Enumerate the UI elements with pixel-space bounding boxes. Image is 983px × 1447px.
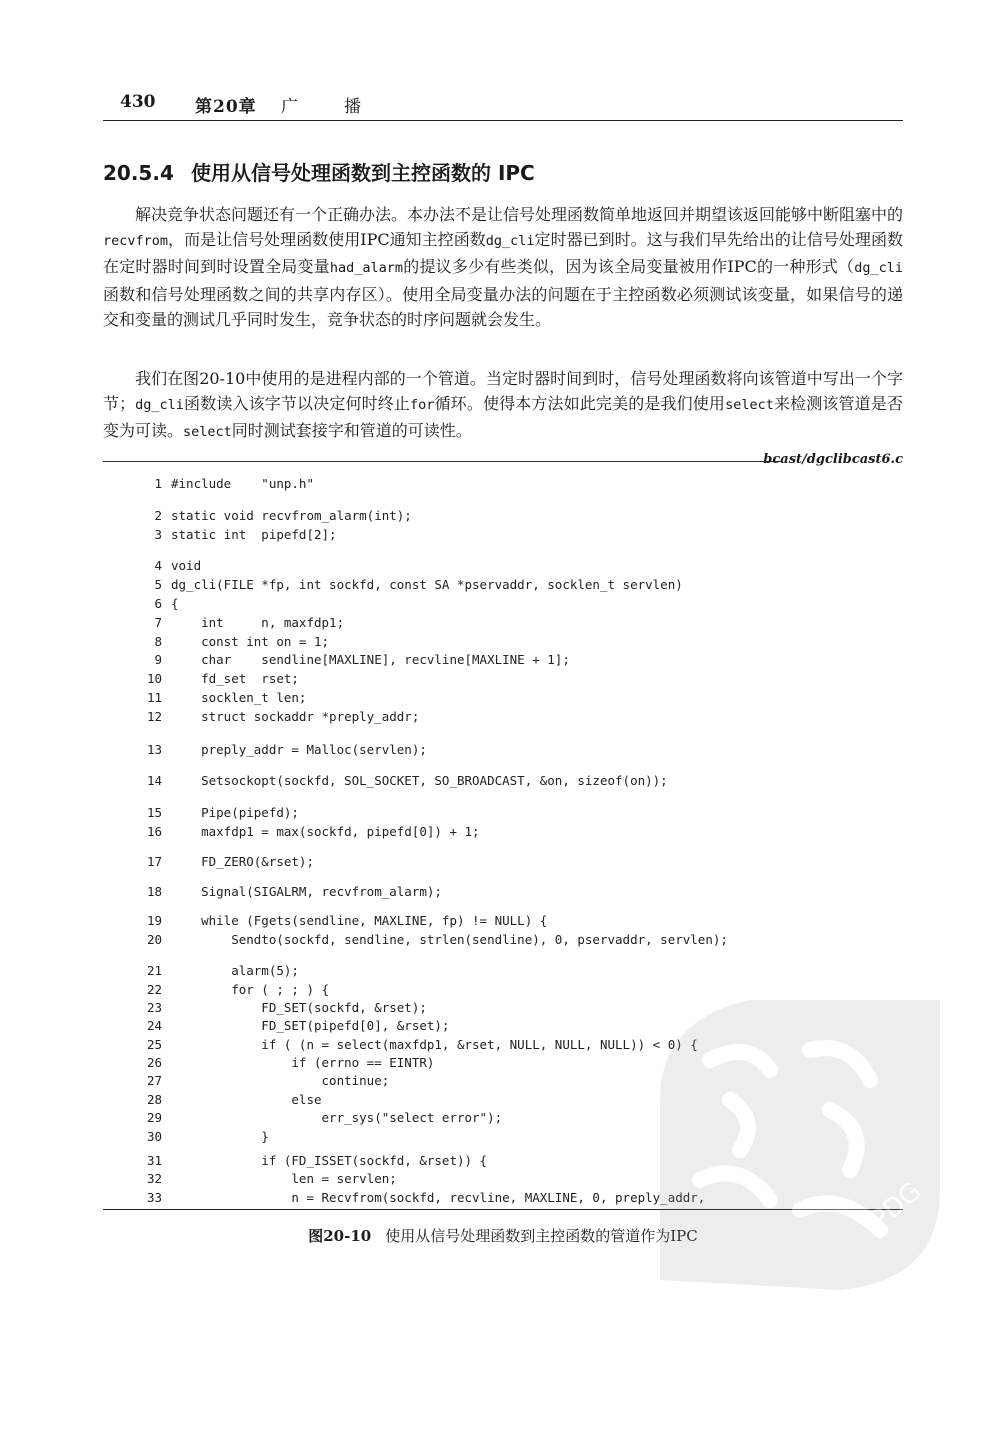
code-line-number: 1	[154, 476, 162, 491]
code-line: }	[171, 1129, 269, 1144]
code-line: FD_SET(sockfd, &rset);	[171, 1000, 427, 1015]
code-line: preply_addr = Malloc(servlen);	[171, 742, 427, 757]
chapter-title: 广播	[281, 97, 407, 117]
listing-filename: bcast/dgclibcast6.c	[763, 452, 903, 467]
code-line-number: 19	[146, 913, 162, 928]
inline-code: dg_cli	[854, 260, 903, 277]
code-line-number: 6	[154, 596, 162, 611]
code-line: Signal(SIGALRM, recvfrom_alarm);	[171, 884, 442, 899]
code-line: const int on = 1;	[171, 634, 330, 649]
code-line: void	[171, 558, 202, 573]
code-line-number: 22	[146, 982, 162, 997]
inline-code: for	[410, 397, 435, 414]
code-line: Sendto(sockfd, sendline, strlen(sendline), 0, pservaddr, servlen);	[171, 932, 728, 947]
inline-code: dg_cli	[135, 397, 184, 414]
code-line-number: 13	[146, 742, 162, 757]
code-line-number: 20	[146, 932, 162, 947]
code-line-number: 17	[146, 854, 162, 869]
code-line: for ( ; ; ) {	[171, 982, 330, 997]
inline-code: had_alarm	[329, 260, 404, 277]
paragraph-text: ，而是让信号处理函数使用IPC通知主控函数	[168, 230, 486, 250]
page-number: 430	[120, 92, 156, 112]
paragraph-text: 同时测试套接字和管道的可读性。	[231, 421, 472, 441]
section-title: 使用从信号处理函数到主控函数的 IPC	[191, 161, 535, 185]
code-line: Setsockopt(sockfd, SOL_SOCKET, SO_BROADCAST, &on, sizeof(on));	[171, 773, 668, 788]
code-line: maxfdp1 = max(sockfd, pipefd[0]) + 1;	[171, 824, 480, 839]
code-line: dg_cli(FILE *fp, int sockfd, const SA *pservaddr, socklen_t servlen)	[171, 577, 683, 592]
paragraph-text: 函数和信号处理函数之间的共享内存区）。使用全局变量办法的问题在于主控函数必须测试该变量，如果信号的递交和变量的测试几乎同时发生，竞争状态的时序问题就会发生。	[103, 284, 903, 329]
code-line: FD_ZERO(&rset);	[171, 854, 314, 869]
code-line-number: 30	[146, 1129, 162, 1144]
listing-top-rule	[103, 461, 781, 462]
paragraph-text: 来检测该管道是否变为可读。	[103, 394, 903, 441]
inline-code: dg_cli	[485, 233, 535, 250]
inline-code: recvfrom	[103, 233, 169, 250]
code-line-number: 15	[146, 805, 162, 820]
header-rule	[103, 120, 903, 121]
paragraph-text: 解决竞争状态问题还有一个正确办法。本办法不是让信号处理函数简单地返回并期望该返回能够中断阻塞中的	[135, 205, 904, 224]
code-line: static void recvfrom_alarm(int);	[171, 508, 412, 523]
code-line: len = servlen;	[171, 1171, 397, 1186]
code-line-number: 3	[154, 527, 162, 542]
code-line: #include "unp.h"	[171, 476, 314, 491]
code-line: continue;	[171, 1073, 390, 1088]
code-line: n = Recvfrom(sockfd, recvline, MAXLINE, 0, preply_addr,	[171, 1190, 706, 1205]
inline-code: select	[725, 397, 774, 414]
code-line-number: 7	[154, 615, 162, 630]
code-line: if (FD_ISSET(sockfd, &rset)) {	[171, 1153, 488, 1168]
paragraph-1	[103, 202, 903, 332]
code-line-number: 18	[146, 884, 162, 899]
code-line-number: 16	[146, 824, 162, 839]
code-line-number: 28	[146, 1092, 162, 1107]
code-line: char sendline[MAXLINE], recvline[MAXLINE + 1];	[171, 652, 570, 667]
code-line-number: 5	[154, 577, 162, 592]
code-line: static int pipefd[2];	[171, 527, 337, 542]
figure-title: 使用从信号处理函数到主控函数的管道作为IPC	[385, 1227, 698, 1245]
code-line: {	[171, 596, 179, 611]
code-line: struct sockaddr *preply_addr;	[171, 709, 420, 724]
code-line-number: 8	[154, 634, 162, 649]
code-line-number: 10	[146, 671, 162, 686]
code-line: FD_SET(pipefd[0], &rset);	[171, 1018, 450, 1033]
inline-code: select	[183, 424, 232, 441]
listing-top	[103, 452, 903, 476]
code-line-number: 2	[154, 508, 162, 523]
chapter-label: 第20章	[195, 97, 257, 117]
code-line: if ( (n = select(maxfdp1, &rset, NULL, NULL, NULL)) < 0) {	[171, 1037, 698, 1052]
paragraph-2	[103, 366, 903, 446]
code-line: fd_set rset;	[171, 671, 299, 686]
paragraph-text: 循环。使得本方法如此完美的是我们使用	[434, 394, 726, 414]
code-line-number: 31	[146, 1153, 162, 1168]
code-line: while (Fgets(sendline, MAXLINE, fp) != NULL) {	[171, 913, 548, 928]
section-number: 20.5.4	[103, 161, 174, 185]
paragraph-text: 我们在图20-10中使用的是进程内部的一个管道。当定时器时间到时，信号处理函数将向该管道中写出一个字节；	[103, 369, 903, 414]
code-line: err_sys("select error");	[171, 1110, 503, 1125]
paragraph-text: 函数读入该字节以决定何时终止	[183, 394, 411, 414]
code-line-number: 33	[146, 1190, 162, 1205]
code-line: else	[171, 1092, 322, 1107]
figure-number: 图20-10	[308, 1227, 372, 1245]
code-line-number: 21	[146, 963, 162, 978]
seal-background	[660, 1000, 940, 1290]
code-line-number: 29	[146, 1110, 162, 1125]
listing-bottom-rule	[103, 1209, 903, 1210]
figure-caption	[103, 1225, 903, 1246]
code-line-number: 32	[146, 1171, 162, 1186]
watermark-seal	[640, 980, 970, 1310]
code-line-number: 4	[154, 558, 162, 573]
watermark-label: PDG	[865, 1176, 928, 1236]
code-line-number: 12	[146, 709, 162, 724]
page-header	[103, 92, 903, 120]
paragraph-text: 定时器已到时。这与我们早先给出的让信号处理函数在定时器时间到时设置全局变量	[103, 230, 903, 277]
section-heading	[103, 157, 903, 186]
seal-stroke	[700, 1048, 880, 1230]
code-line-number: 9	[154, 652, 162, 667]
code-line-number: 25	[146, 1037, 162, 1052]
code-line: socklen_t len;	[171, 690, 307, 705]
code-line-number: 24	[146, 1018, 162, 1033]
code-line: int n, maxfdp1;	[171, 615, 345, 630]
code-line-number: 14	[146, 773, 162, 788]
paragraph-text: 的提议多少有些类似，因为该全局变量被用作IPC的一种形式（	[403, 257, 855, 277]
code-line-number: 27	[146, 1073, 162, 1088]
code-line: Pipe(pipefd);	[171, 805, 299, 820]
code-line: if (errno == EINTR)	[171, 1055, 435, 1070]
code-line-number: 23	[146, 1000, 162, 1015]
code-line-number: 11	[146, 690, 162, 705]
code-line-number: 26	[146, 1055, 162, 1070]
code-line: alarm(5);	[171, 963, 299, 978]
